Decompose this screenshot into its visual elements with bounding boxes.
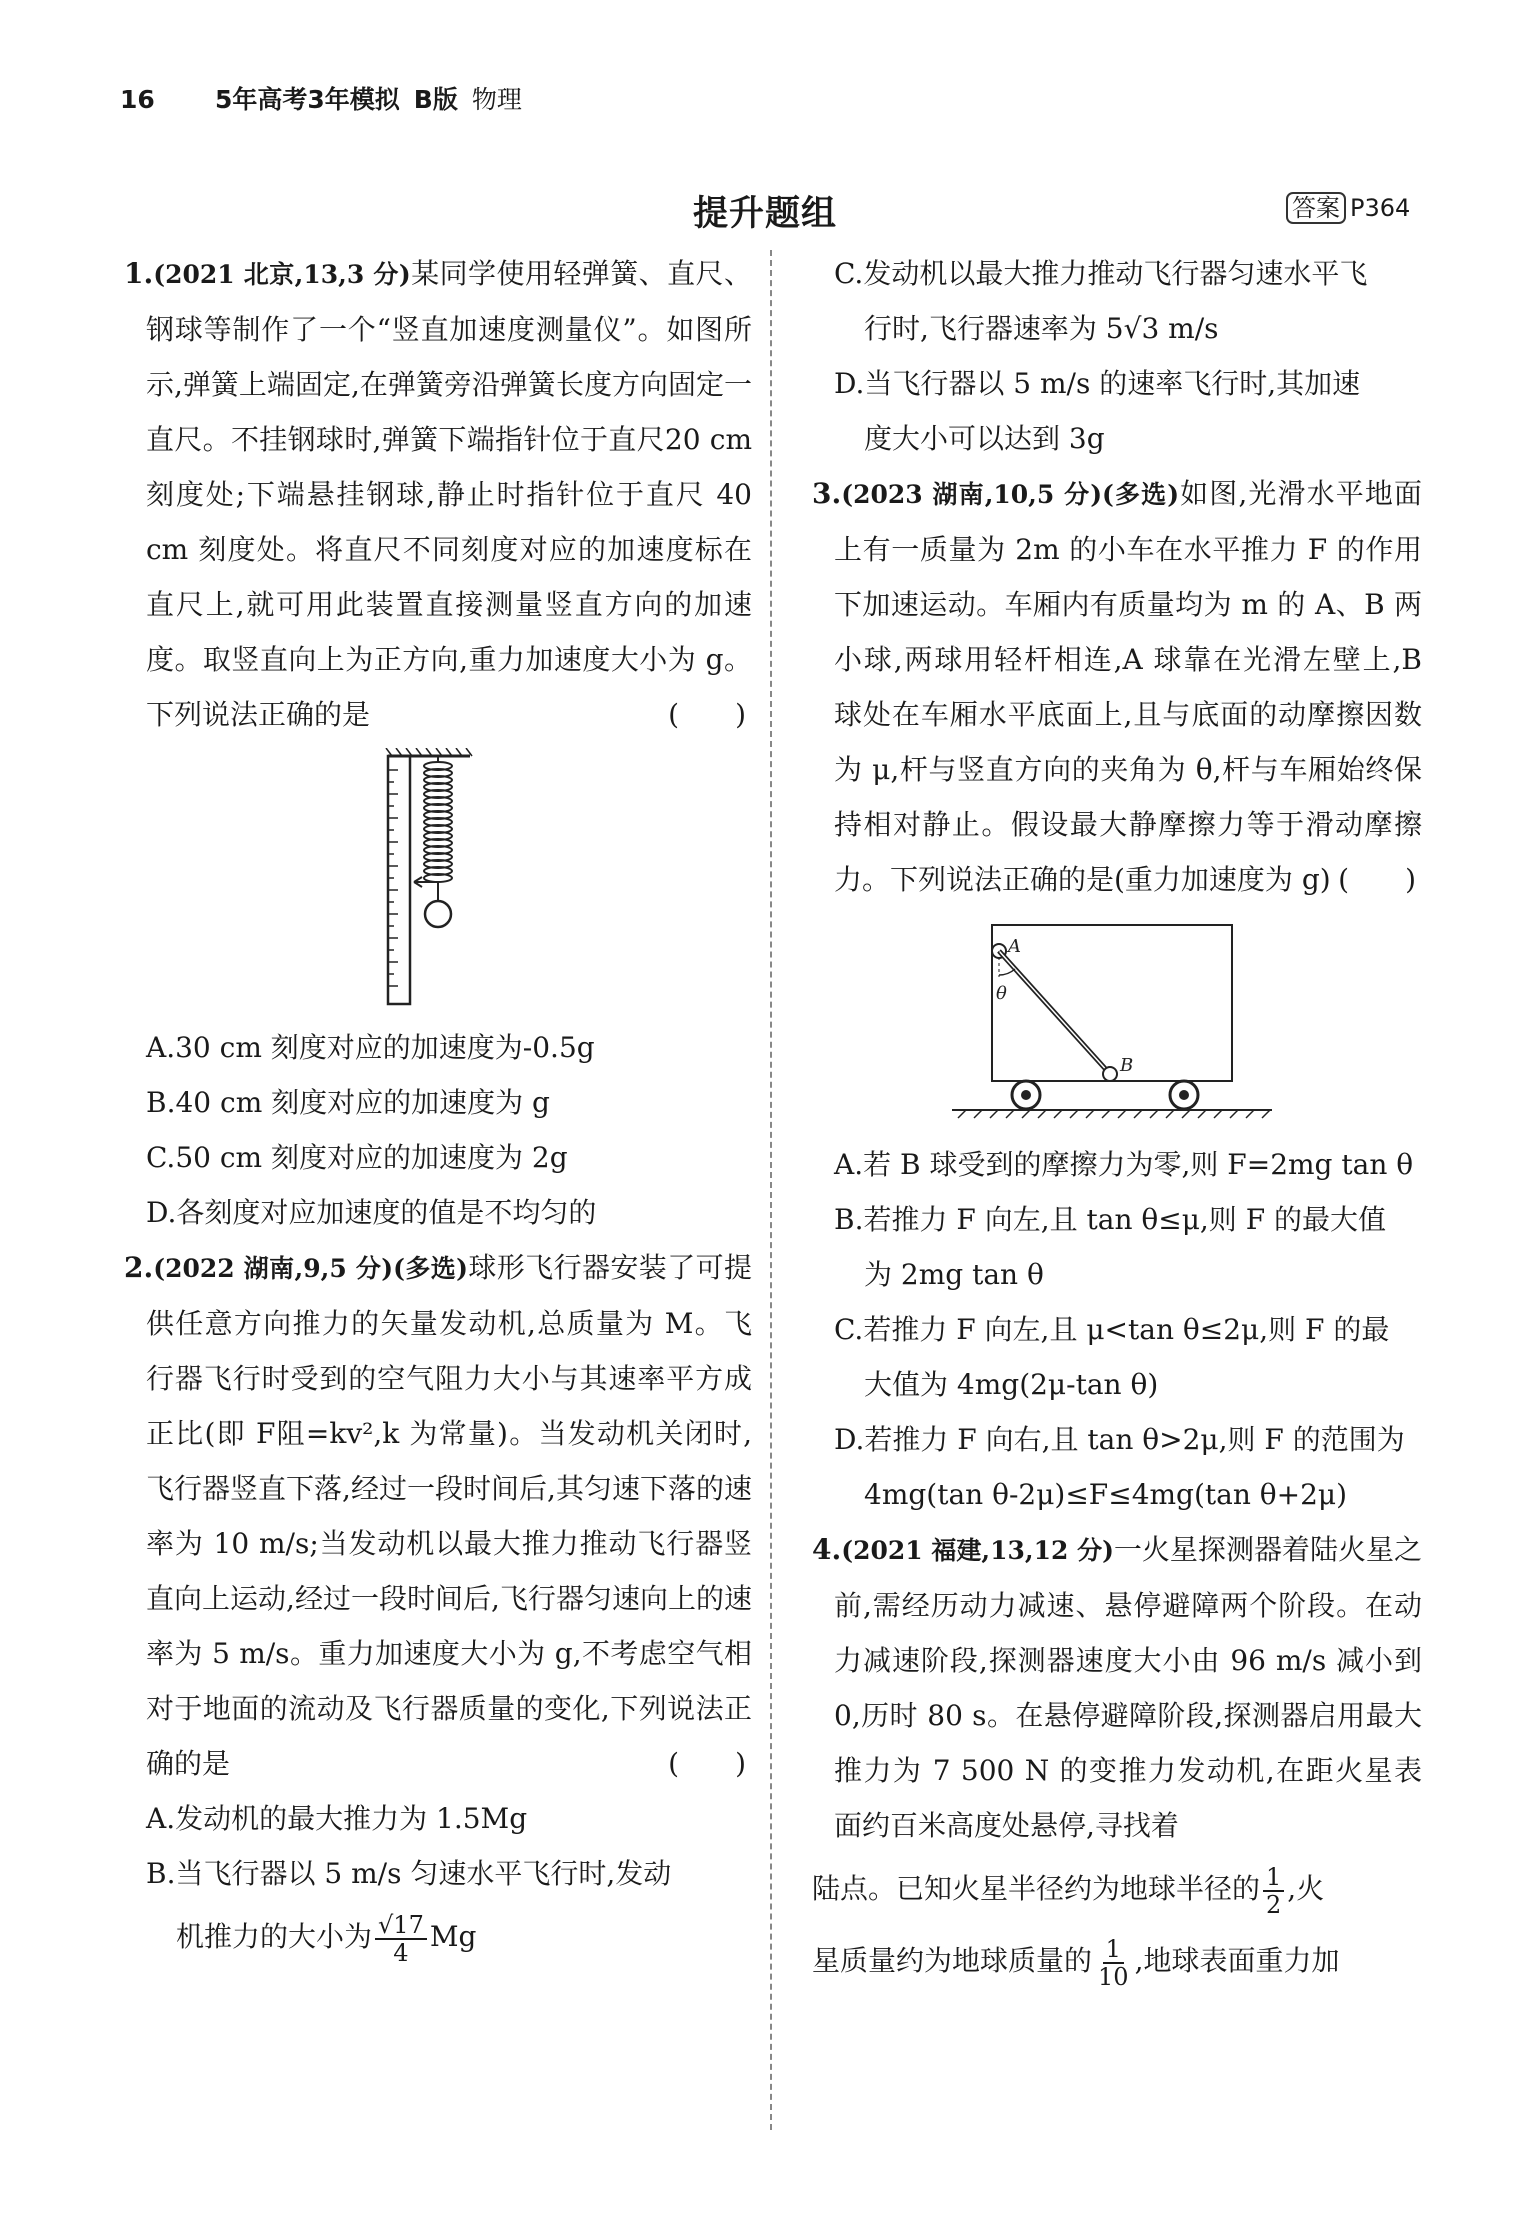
q2-option-c-text: 行时,飞行器速率为 5√3 m/s <box>864 312 1219 345</box>
q2-option-c-cont <box>812 301 1422 356</box>
q3-option-b: B.若推力 F 向左,且 tan θ≤μ,则 F 的最大值 <box>834 1203 1387 1236</box>
q4-radius-fraction <box>1263 1864 1284 1918</box>
q3-option-c-cont <box>812 1357 1422 1412</box>
q4-frac2-numerator: 1 <box>1103 1936 1124 1964</box>
question-4 <box>812 1522 1422 1853</box>
q1-number: 1. <box>124 257 154 290</box>
q2-option-b-cont <box>124 1901 752 1973</box>
q4-line-3 <box>812 1925 1422 1997</box>
q3-source: (2023 湖南,10,5 分)(多选) <box>841 480 1180 509</box>
q4-number: 4. <box>812 1533 842 1566</box>
q3-option-c-text: 大值为 4mg(2μ-tan θ) <box>864 1368 1159 1401</box>
q1-option-c: C.50 cm 刻度对应的加速度为 2g <box>146 1141 568 1174</box>
page-number: 16 <box>120 85 155 114</box>
q4-frac1-denominator: 2 <box>1266 1890 1282 1919</box>
right-column <box>812 246 1422 1997</box>
q1-answer-blank: ( ) <box>668 698 746 731</box>
edition: B版 <box>413 85 458 114</box>
column-divider <box>770 250 772 2130</box>
q3-option-d: D.若推力 F 向右,且 tan θ>2μ,则 F 的范围为 <box>834 1423 1405 1456</box>
q2-number: 2. <box>124 1251 154 1284</box>
q4-line-3-end: ,地球表面重力加 <box>1134 1944 1340 1977</box>
question-2 <box>124 1240 752 1791</box>
q2-option-a: A.发动机的最大推力为 1.5Mg <box>146 1802 528 1835</box>
left-column <box>124 246 752 1973</box>
q4-frac1-numerator: 1 <box>1263 1864 1284 1892</box>
q4-mass-fraction <box>1095 1936 1132 1990</box>
answer-page: P364 <box>1350 194 1411 222</box>
q1-option-d: D.各刻度对应加速度的值是不均匀的 <box>146 1196 597 1229</box>
spring-ruler-figure <box>384 748 474 1008</box>
q4-line-3-text: 星质量约为地球质量的 <box>812 1944 1093 1977</box>
cart-rod-figure <box>952 919 1272 1119</box>
q2-stem: 球形飞行器安装了可提供任意方向推力的矢量发动机,总质量为 M。飞行器飞行时受到的空气阻力大小与其速率平方成正比(即 F阻=kv²,k 为常量)。当发动机关闭时,飞行器竖直下落,经过一段时间后,其匀速下落的速率为 10 m/s;当发动机以最大推力推动飞行器竖直向上运动,经过一段时间后,飞行器匀速向上的速率为 5 m/s。重力加速度大小为 g,不考虑空气相对于地面的流动及飞行器质量的变化,下列说法正确的是 <box>146 1251 752 1780</box>
q3-option-b-cont <box>812 1247 1422 1302</box>
q1-source: (2021 北京,13,3 分) <box>153 260 411 289</box>
question-1 <box>124 246 752 742</box>
angle-theta-label: θ <box>996 983 1007 1004</box>
q2-option-b-text: 机推力的大小为 <box>176 1920 373 1953</box>
q1-stem: 某同学使用轻弹簧、直尺、钢球等制作了一个“竖直加速度测量仪”。如图所示,弹簧上端固定,在弹簧旁沿弹簧长度方向固定一直尺。不挂钢球时,弹簧下端指针位于直尺20 cm 刻度处;下端悬挂钢球,静止时指针位于直尺 40 cm 刻度处。将直尺不同刻度对应的加速度标在直尺上,就可用此装置直接测量竖直方向的加速度。取竖直向上为正方向,重力加速度大小为 g。下列说法正确的是 <box>146 257 752 731</box>
book-title: 5年高考3年模拟 <box>215 85 400 114</box>
q3-stem: 如图,光滑水平地面上有一质量为 2m 的小车在水平推力 F 的作用下加速运动。车厢内有质量均为 m 的 A、B 两小球,两球用轻杆相连,A 球靠在光滑左壁上,B 球处在车厢水平底面上,且与底面的动摩擦因数为 μ,杆与竖直方向的夹角为 θ,杆与车厢始终保持相对静止。假设最大静摩擦力等于滑动摩擦力。下列说法正确的是(重力加速度为 g) <box>834 477 1422 896</box>
q3-option-d-text: 4mg(tan θ-2μ)≤F≤4mg(tan θ+2μ) <box>864 1478 1348 1511</box>
q2-option-b: B.当飞行器以 5 m/s 匀速水平飞行时,发动 <box>146 1857 672 1890</box>
q3-option-d-cont <box>812 1467 1422 1522</box>
q3-answer-blank: ( ) <box>1338 863 1416 896</box>
q3-option-c: C.若推力 F 向左,且 μ<tan θ≤2μ,则 F 的最 <box>834 1313 1390 1346</box>
q4-line-2-end: ,火 <box>1287 1872 1325 1905</box>
q2-fraction-denominator: 4 <box>393 1938 409 1967</box>
q2-option-c: C.发动机以最大推力推动飞行器匀速水平飞 <box>834 257 1368 290</box>
answer-reference <box>1286 192 1410 224</box>
q2-option-d-text: 度大小可以达到 3g <box>864 422 1105 455</box>
q2-answer-blank: ( ) <box>668 1747 746 1780</box>
subject: 物理 <box>471 85 522 114</box>
q4-stem: 一火星探测器着陆火星之前,需经历动力减速、悬停避障两个阶段。在动力减速阶段,探测器速度大小由 96 m/s 减小到 0,历时 80 s。在悬停避障阶段,探测器启用最大推力为 7 500 N 的变推力发动机,在距火星表面约百米高度处悬停,寻找着 <box>834 1533 1422 1842</box>
q2-source: (2022 湖南,9,5 分)(多选) <box>153 1254 468 1283</box>
q2-option-b-fraction <box>375 1912 427 1966</box>
q3-number: 3. <box>812 477 842 510</box>
q3-option-a: A.若 B 球受到的摩擦力为零,则 F=2mg tan θ <box>834 1148 1414 1181</box>
q4-source: (2021 福建,13,12 分) <box>841 1536 1114 1565</box>
section-title: 提升题组 <box>692 194 837 234</box>
q3-option-b-text: 为 2mg tan θ <box>864 1258 1044 1291</box>
q4-line-2-text: 陆点。已知火星半径约为地球半径的 <box>812 1872 1261 1905</box>
q2-option-d-cont <box>812 411 1422 466</box>
ball-a-label: A <box>1008 936 1021 957</box>
q4-line-2 <box>812 1853 1422 1925</box>
ball-b-label: B <box>1120 1055 1134 1076</box>
q2-option-d: D.当飞行器以 5 m/s 的速率飞行时,其加速 <box>834 367 1361 400</box>
q2-option-b-unit: Mg <box>429 1920 477 1953</box>
q1-option-a: A.30 cm 刻度对应的加速度为-0.5g <box>146 1031 595 1064</box>
answer-tag: 答案 <box>1286 192 1346 224</box>
page-header <box>120 80 522 120</box>
question-3 <box>812 466 1422 907</box>
q1-option-b: B.40 cm 刻度对应的加速度为 g <box>146 1086 550 1119</box>
q4-frac2-denominator: 10 <box>1098 1962 1129 1991</box>
q2-fraction-numerator: √17 <box>375 1912 427 1940</box>
